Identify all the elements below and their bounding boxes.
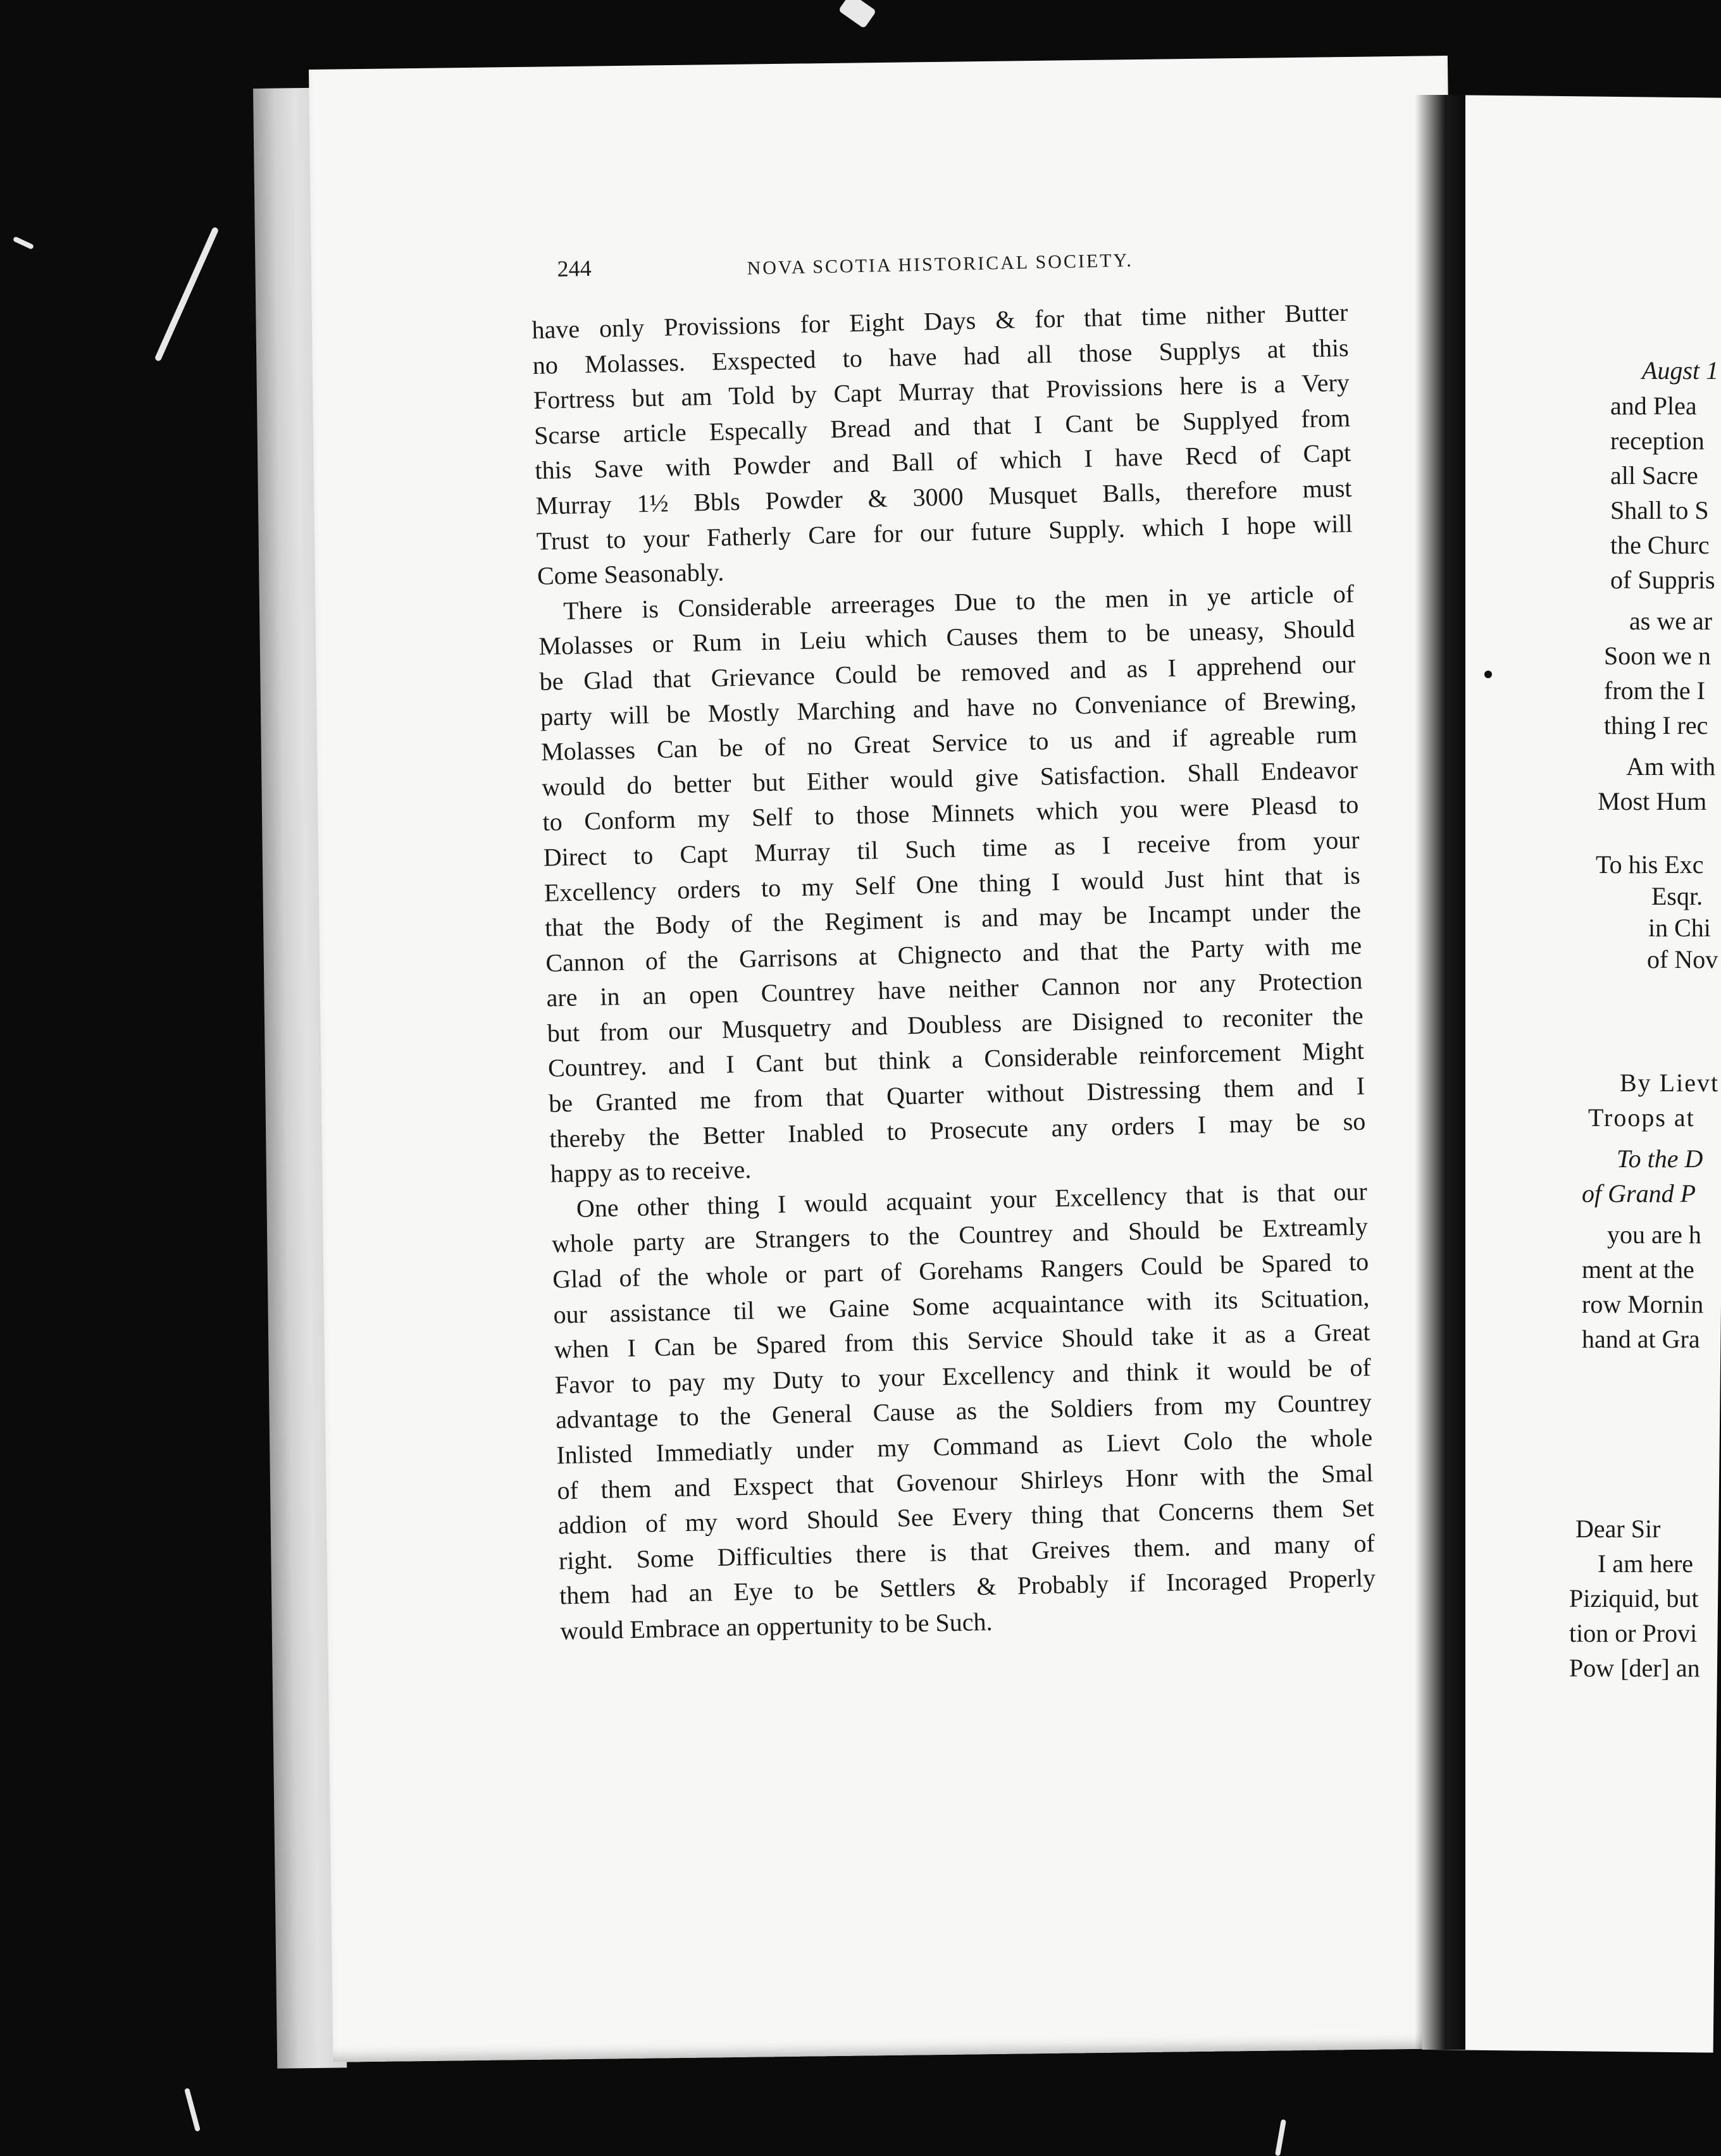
right-page-line: from the I: [1604, 676, 1705, 705]
text-line: Excellency orders to my Self One thing I would Just hint that is: [544, 860, 1361, 907]
right-page-line: Esqr.: [1651, 882, 1703, 910]
text-line: be Granted me from that Quarter without Distressing them and I: [548, 1071, 1365, 1118]
right-page-line: Augst 1: [1642, 356, 1719, 385]
right-page-line: Dear Sir: [1575, 1515, 1661, 1543]
ink-speck: [1484, 671, 1492, 678]
text-line: this Save with Powder and Ball of which I have Recd of Capt: [534, 438, 1351, 485]
right-page-line: To his Exc: [1596, 850, 1704, 879]
text-line: One other thing I would acquaint your Excellency that is that our: [576, 1177, 1368, 1223]
right-page-line: tion or Provi: [1569, 1619, 1698, 1647]
text-line: our assistance til we Gaine Some acquaintance with its Scituation,: [553, 1282, 1370, 1329]
right-page-line: all Sacre: [1610, 461, 1698, 490]
right-page-line: Troops at: [1588, 1103, 1695, 1132]
text-line: thereby the Better Inabled to Prosecute any orders I may be so: [549, 1106, 1366, 1153]
text-line: that the Body of the Regiment is and may be Incampt under the: [544, 895, 1362, 942]
right-page-line: and Plea: [1610, 392, 1697, 420]
text-line: Come Seasonably.: [537, 557, 724, 591]
text-line: party will be Mostly Marching and have no Conveniance of Brewing,: [540, 685, 1357, 731]
text-line: no Molasses. Exspected to have had all those Supplys at this: [532, 333, 1349, 380]
scan-scratch-left: [154, 226, 220, 362]
right-page-line: in Chi: [1648, 914, 1711, 942]
text-line: would do better but Either would give Satisfaction. Shall Endeavor: [541, 755, 1358, 802]
text-line: Fortress but am Told by Capt Murray that Provissions here is a Very: [533, 368, 1350, 415]
scan-fiber-bottom: [1275, 2119, 1286, 2156]
text-line: Countrey. and I Cant but think a Considerable reinforcement Might: [547, 1036, 1365, 1083]
scan-scratch-corner: [13, 236, 34, 250]
text-line: Favor to pay my Duty to your Excellency and think it would be of: [554, 1353, 1372, 1399]
right-page-line: To the D: [1617, 1144, 1703, 1173]
right-page-line: Piziquid, but: [1569, 1584, 1699, 1613]
right-page-line: I am here: [1598, 1549, 1694, 1578]
right-page-line: of Suppris: [1610, 566, 1715, 594]
right-page-line: Pow [der] an: [1569, 1654, 1700, 1682]
text-line: Glad of the whole or part of Gorehams Rangers Could be Spared to: [552, 1247, 1369, 1294]
right-page-line: Soon we n: [1604, 641, 1711, 670]
text-line: addion of my word Should See Every thing that Concerns them Set: [557, 1493, 1375, 1540]
right-page-line: of Grand P: [1582, 1179, 1696, 1208]
right-page-line: of Nov: [1647, 945, 1718, 974]
text-line: Trust to your Fatherly Care for our future Supply. which I hope will: [536, 509, 1353, 555]
right-page-line: hand at Gra: [1582, 1325, 1700, 1353]
right-page-line: ment at the: [1582, 1255, 1694, 1284]
text-line: Cannon of the Garrisons at Chignecto and that the Party with me: [545, 931, 1362, 977]
text-line: There is Considerable arreerages Due to the men in ye article of: [562, 579, 1355, 625]
right-page-line: thing I rec: [1604, 711, 1708, 740]
right-page-line: the Churc: [1610, 531, 1710, 559]
text-line: Inlisted Immediatly under my Command as Lievt Colo the whole: [556, 1423, 1373, 1470]
text-line: have only Provissions for Eight Days & for that time nither Butter: [531, 297, 1348, 344]
text-line: but from our Musquetry and Doubless are Disigned to reconiter the: [547, 1001, 1364, 1048]
text-line: to Conform my Self to those Minnets which you were Pleasd to: [542, 790, 1359, 837]
text-line: would Embrace an oppertunity to be Such.: [559, 1607, 993, 1645]
text-line: whole party are Strangers to the Countrey and Should be Extreamly: [551, 1211, 1369, 1259]
text-line: Molasses Can be of no Great Service to us and if agreable rum: [540, 719, 1358, 766]
right-page-line: reception: [1610, 426, 1705, 455]
scan-scratch-top: [838, 0, 876, 28]
text-line: advantage to the General Cause as the Soldiers from my Countrey: [555, 1387, 1372, 1434]
letter-text: [531, 295, 1377, 1649]
text-line: are in an open Countrey have neither Cannon nor any Protection: [546, 965, 1363, 1013]
right-page-line: Shall to S: [1610, 496, 1709, 524]
right-page-line: row Mornin: [1582, 1290, 1704, 1318]
right-page-line: as we ar: [1629, 607, 1713, 635]
page-number: 244: [557, 255, 592, 282]
text-line: Scarse article Especally Bread and that I Cant be Supplyed from: [533, 403, 1351, 450]
right-page-line: Most Hum: [1598, 787, 1707, 815]
right-page-line: Am with: [1626, 752, 1716, 781]
book-gutter: [1415, 95, 1465, 2050]
text-line: Molasses or Rum in Leiu which Causes them to be uneasy, Should: [538, 614, 1355, 661]
text-line: of them and Exspect that Govenour Shirleys Honr with the Smal: [557, 1458, 1374, 1505]
text-line: when I Can be Spared from this Service Should take it as a Great: [554, 1317, 1370, 1364]
text-line: right. Some Difficulties there is that Greives them. and many of: [558, 1528, 1376, 1575]
text-line: them had an Eye to be Settlers & Probably if Incoraged Properly: [559, 1563, 1376, 1610]
right-page-line: you are h: [1607, 1220, 1701, 1249]
journal-title: NOVA SCOTIA HISTORICAL SOCIETY.: [747, 249, 1134, 279]
text-line: Murray 1½ Bbls Powder & 3000 Musquet Balls, therefore must: [535, 473, 1352, 520]
text-line: Direct to Capt Murray til Such time as I receive from your: [543, 825, 1360, 872]
text-line: be Glad that Grievance Could be removed and as I apprehend our: [539, 649, 1356, 696]
scan-fiber-bottom-left: [184, 2088, 201, 2132]
right-page-line: By Lievt: [1620, 1069, 1720, 1097]
text-line: happy as to receive.: [550, 1155, 752, 1188]
